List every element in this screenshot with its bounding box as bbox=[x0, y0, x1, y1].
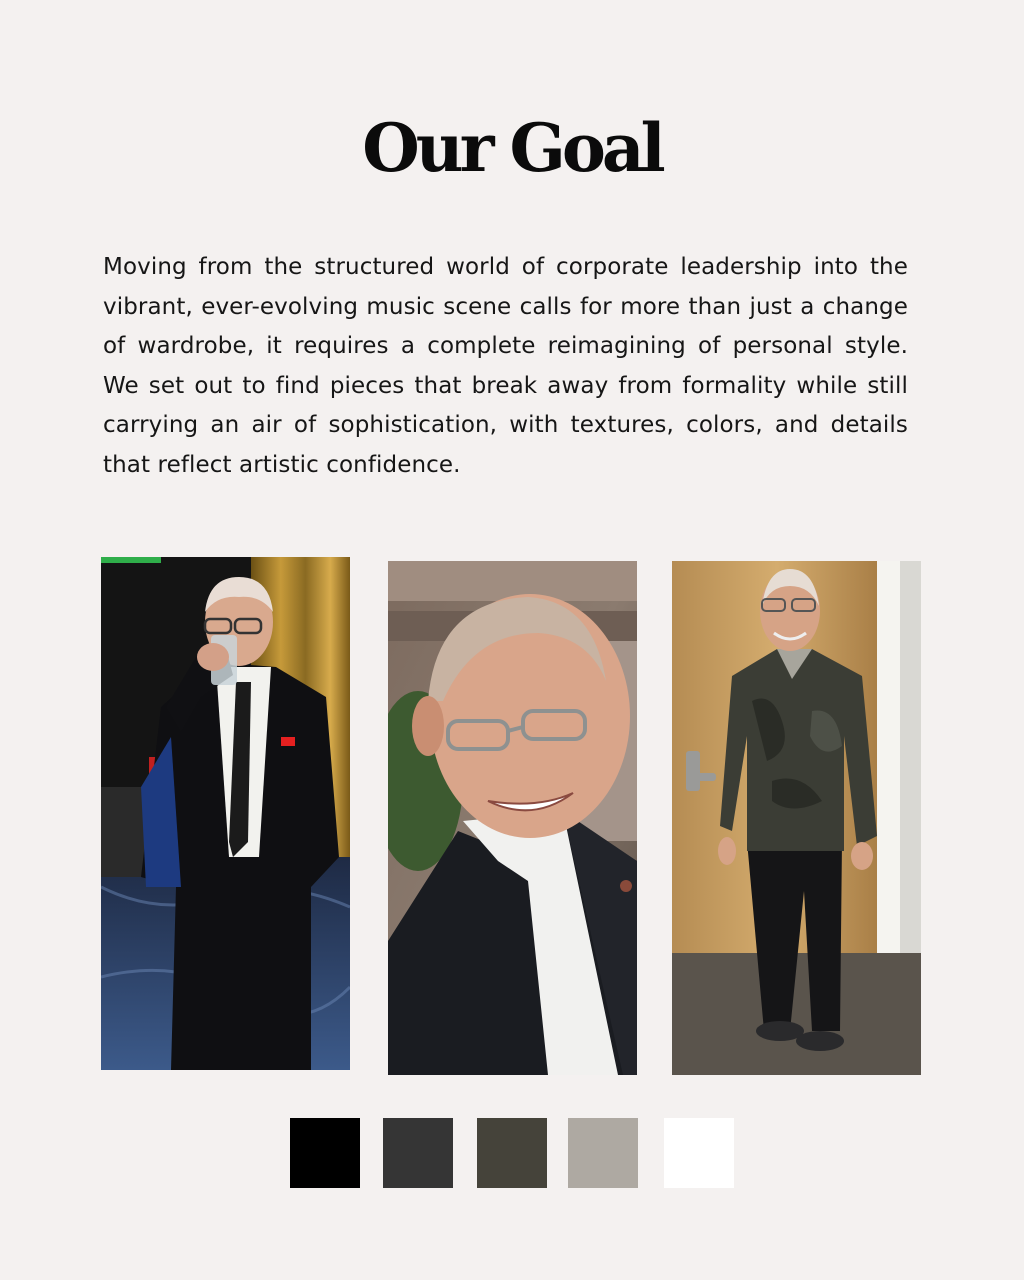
palette-swatch-white bbox=[664, 1118, 734, 1188]
page-title: Our Goal bbox=[362, 109, 662, 187]
palette-swatch-black bbox=[290, 1118, 360, 1188]
man-in-tuxedo-drinking-icon bbox=[101, 557, 350, 1070]
intro-paragraph: Moving from the structured world of corporate leadership into the vibrant, ever-evolving music scene calls for more than just a change of wardrobe, it requires a complete reimagining of personal style. We set out to find pieces that break away from formality while still carrying an air of sophistication, with textures, colors, and details that reflect artistic confidence. bbox=[103, 254, 908, 478]
palette-swatch-taupe bbox=[568, 1118, 638, 1188]
man-in-camo-jacket-icon bbox=[672, 561, 921, 1075]
photo-headshot bbox=[388, 561, 637, 1075]
photo-camo-jacket bbox=[672, 561, 921, 1075]
palette-swatch-olive bbox=[477, 1118, 547, 1188]
headshot-in-blazer-icon bbox=[388, 561, 637, 1075]
palette-swatch-charcoal bbox=[383, 1118, 453, 1188]
photo-tuxedo bbox=[101, 557, 350, 1070]
